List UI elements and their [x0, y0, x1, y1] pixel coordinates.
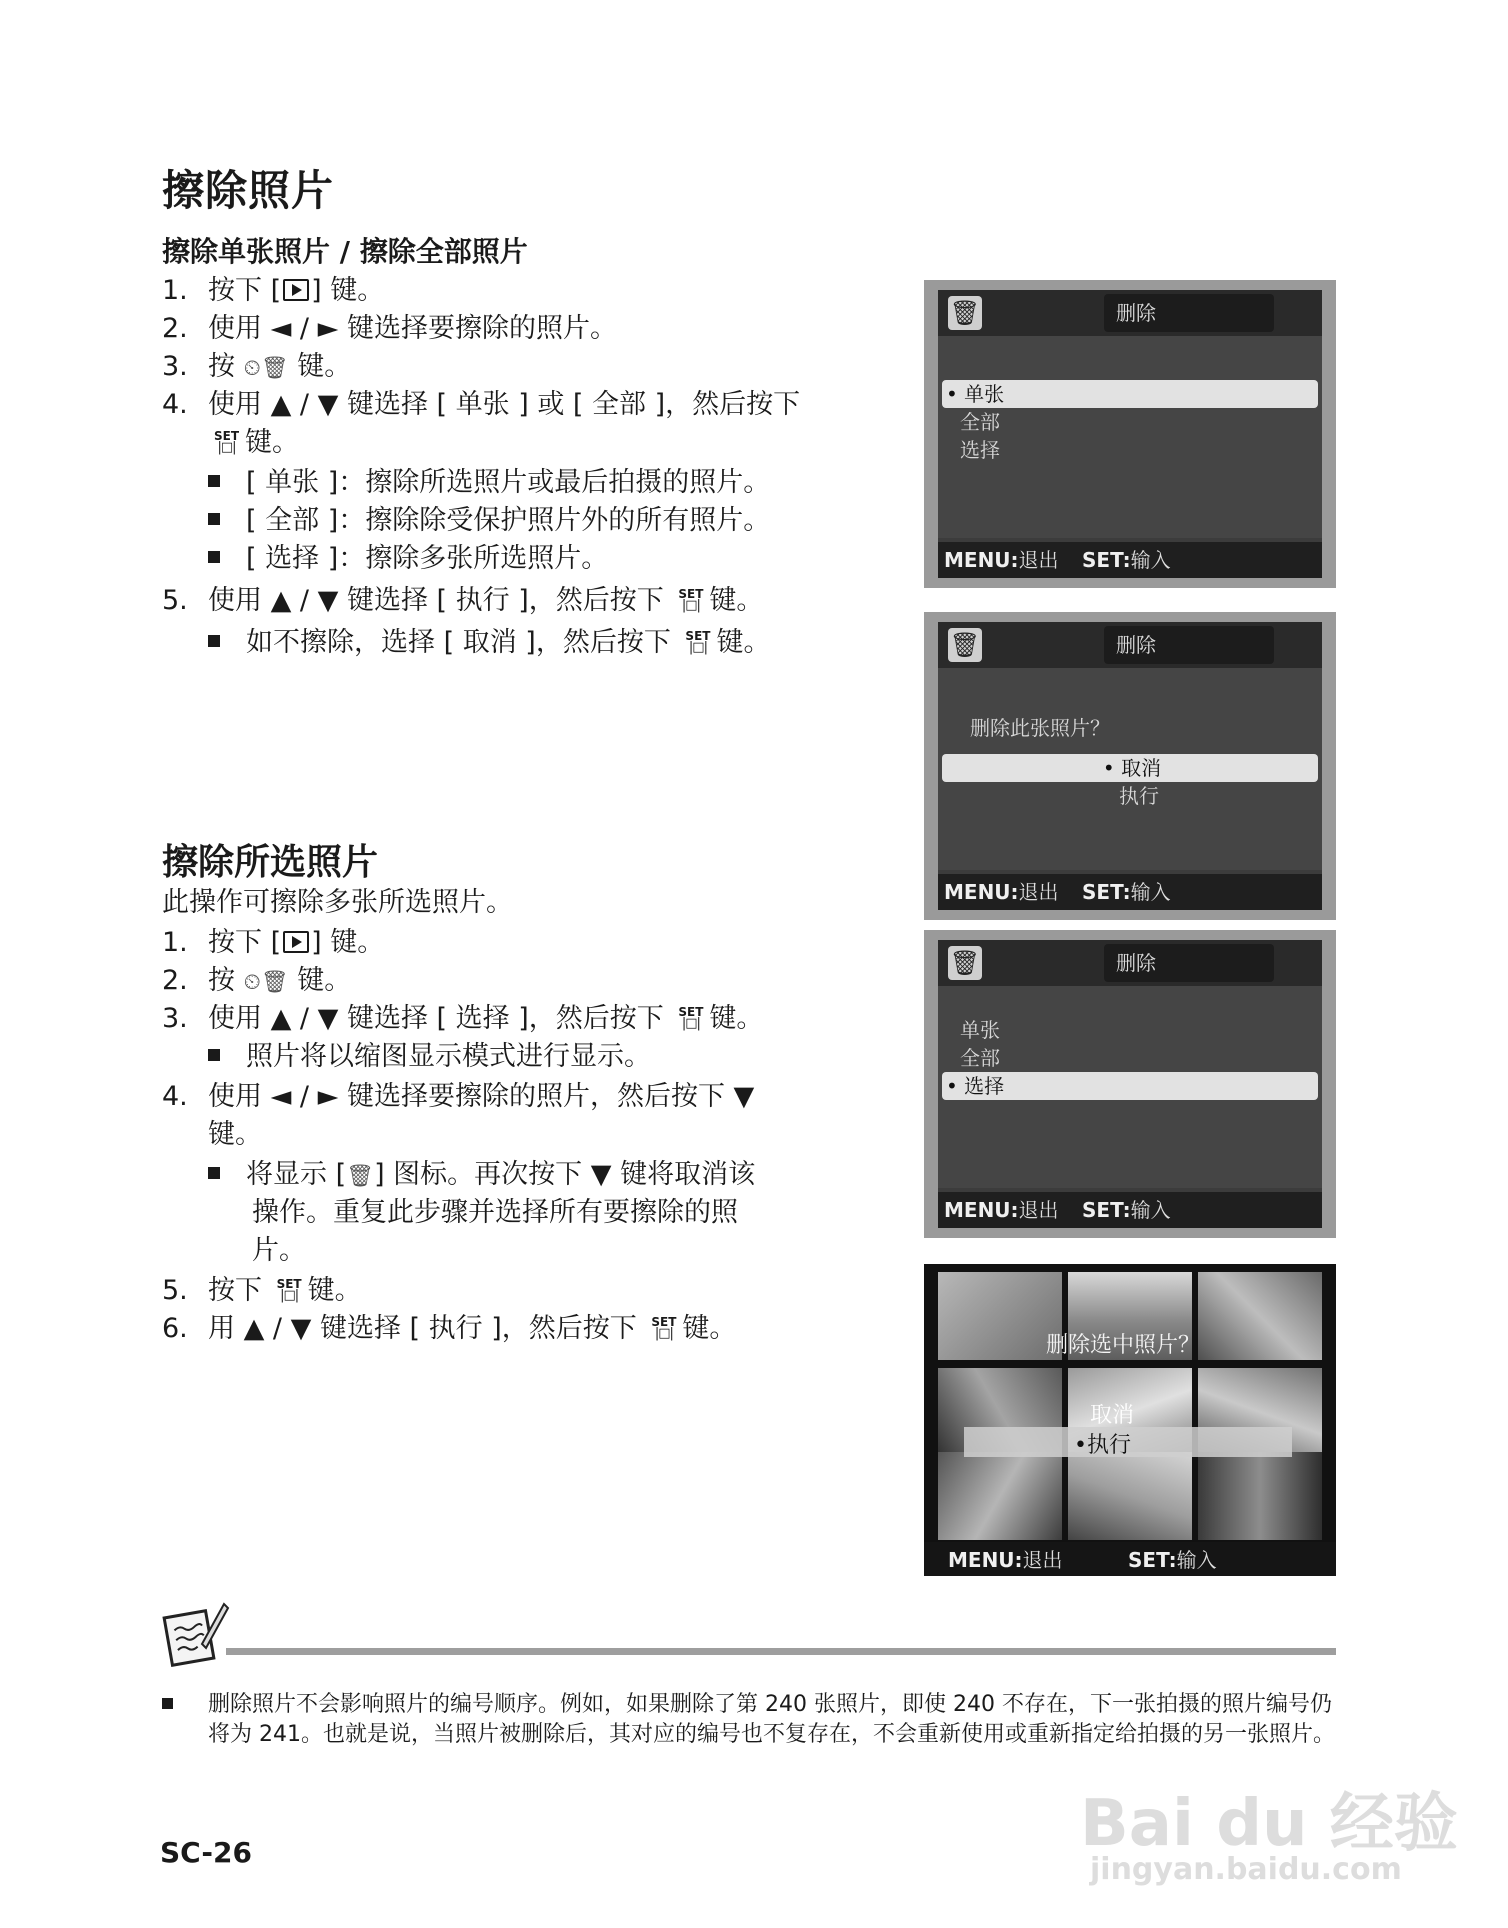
page-number: SC-26 [160, 1836, 252, 1869]
s2-step-4-bullet-l3: 片。 [252, 1235, 306, 1266]
playback-key-icon [283, 279, 309, 301]
trash-icon: 🗑 [948, 296, 982, 330]
page-title: 擦除照片 [162, 166, 335, 215]
set-key-icon: SET |□| [214, 428, 240, 455]
option-single[interactable]: 单张 [960, 1018, 1000, 1042]
thumbnail[interactable] [1198, 1452, 1322, 1540]
section2-title: 擦除所选照片 [162, 842, 379, 883]
set-key-icon: SET |□| [276, 1276, 302, 1303]
bullet-single: [ 单张 ]：擦除所选照片或最后拍摄的照片。 [208, 464, 770, 502]
step-4-cont: SET |□| 键。 [214, 427, 300, 458]
option-single[interactable]: • 单张 [942, 380, 1318, 408]
option-cancel[interactable]: 取消 [1090, 1403, 1135, 1428]
camera-screen-2 [924, 612, 1336, 920]
option-cancel[interactable]: • 取消 [942, 754, 1318, 782]
trash-icon: 🗑 [346, 1164, 375, 1189]
timer-delete-icon: ⏲🗑 [243, 356, 289, 381]
camera-screen-3 [924, 930, 1336, 1238]
s2-step-1: 1. 按下 [ ] 键。 [162, 927, 385, 958]
screen-footer: MENU:退出 SET:输入 [938, 874, 1322, 910]
confirm-question: 删除此张照片？ [970, 716, 1110, 740]
option-all[interactable]: 全部 [960, 410, 1000, 434]
note-bullet [162, 1698, 173, 1709]
step-5: 5. 使用 ▲ / ▼ 键选择 [ 执行 ]，然后按下 SET |□| 键。 [162, 585, 764, 616]
option-execute[interactable]: •执行 [1074, 1433, 1131, 1458]
trash-icon: 🗑 [948, 628, 982, 662]
screen-footer: MENU:退出 SET:输入 [924, 1542, 1336, 1576]
watermark-logo: Bai du 经验 [1080, 1787, 1458, 1861]
section2-intro: 此操作可擦除多张所选照片。 [162, 887, 513, 918]
s2-step-3-bullet: 照片将以缩图显示模式进行显示。 [208, 1038, 651, 1076]
set-key-icon: SET |□| [685, 628, 711, 655]
trash-icon: 🗑 [948, 946, 982, 980]
s2-step-5: 5. 按下 SET |□| 键。 [162, 1275, 362, 1306]
bullet-all: [ 全部 ]：擦除除受保护照片外的所有照片。 [208, 502, 770, 540]
s2-step-6: 6. 用 ▲ / ▼ 键选择 [ 执行 ]，然后按下 SET |□| 键。 [162, 1313, 737, 1344]
set-key-icon: SET |□| [678, 586, 704, 613]
thumbnail[interactable] [1198, 1272, 1322, 1360]
timer-delete-icon: ⏲🗑 [243, 970, 289, 995]
s2-step-4: 4. 使用 ◄ / ► 键选择要擦除的照片，然后按下 ▼ [162, 1081, 755, 1112]
step-4: 4. 使用 ▲ / ▼ 键选择 [ 单张 ] 或 [ 全部 ]，然后按下 [162, 389, 801, 420]
step-2: 2. 使用 ◄ / ► 键选择要擦除的照片。 [162, 313, 617, 344]
notepad-icon [162, 1600, 230, 1668]
thumbnail[interactable] [938, 1272, 1062, 1360]
note-text: 删除照片不会影响照片的编号顺序。例如，如果删除了第 240 张照片，即使 240 不存在，下一张拍摄的照片编号仍将为 241。也就是说，当照片被删除后，其对应的编号也不复存在，不会重新使用或重新指定给拍摄的另一张照片。 [208, 1692, 1335, 1747]
section1-title: 擦除单张照片 / 擦除全部照片 [162, 235, 528, 268]
playback-key-icon [283, 931, 309, 953]
s2-step-4-cont: 键。 [208, 1119, 262, 1150]
thumbnail-screen [924, 1264, 1336, 1576]
bullet-select: [ 选择 ]：擦除多张所选照片。 [208, 540, 608, 578]
screen-title: 删除 [1104, 294, 1274, 332]
screen-footer: MENU:退出 SET:输入 [938, 1192, 1322, 1228]
s2-step-4-bullet: 将显示 [🗑] 图标。再次按下 ▼ 键将取消该 [208, 1156, 755, 1196]
bullet-cancel: 如不擦除，选择 [ 取消 ]，然后按下 SET |□| 键。 [208, 624, 770, 662]
option-select[interactable]: • 选择 [942, 1072, 1318, 1100]
step-1: 1. 按下 [ ] 键。 [162, 275, 385, 306]
option-execute[interactable]: 执行 [1119, 784, 1159, 808]
option-all[interactable]: 全部 [960, 1046, 1000, 1070]
s2-step-3: 3. 使用 ▲ / ▼ 键选择 [ 选择 ]，然后按下 SET |□| 键。 [162, 1003, 764, 1034]
screen-title: 删除 [1104, 626, 1274, 664]
set-key-icon: SET |□| [651, 1314, 677, 1341]
thumbnail[interactable] [938, 1452, 1062, 1540]
screen-footer: MENU:退出 SET:输入 [938, 542, 1322, 578]
watermark-url: jingyan.baidu.com [1090, 1852, 1402, 1887]
set-key-icon: SET |□| [678, 1004, 704, 1031]
s2-step-4-bullet-l2: 操作。重复此步骤并选择所有要擦除的照 [252, 1197, 738, 1228]
note-divider [226, 1648, 1336, 1655]
s2-step-2: 2. 按 ⏲🗑 键。 [162, 965, 352, 996]
confirm-question: 删除选中照片？ [1046, 1333, 1201, 1358]
option-select[interactable]: 选择 [960, 438, 1000, 462]
camera-screen-1 [924, 280, 1336, 588]
step-3: 3. 按 ⏲🗑 键。 [162, 351, 352, 382]
thumbnail[interactable] [1068, 1452, 1192, 1540]
screen-title: 删除 [1104, 944, 1274, 982]
